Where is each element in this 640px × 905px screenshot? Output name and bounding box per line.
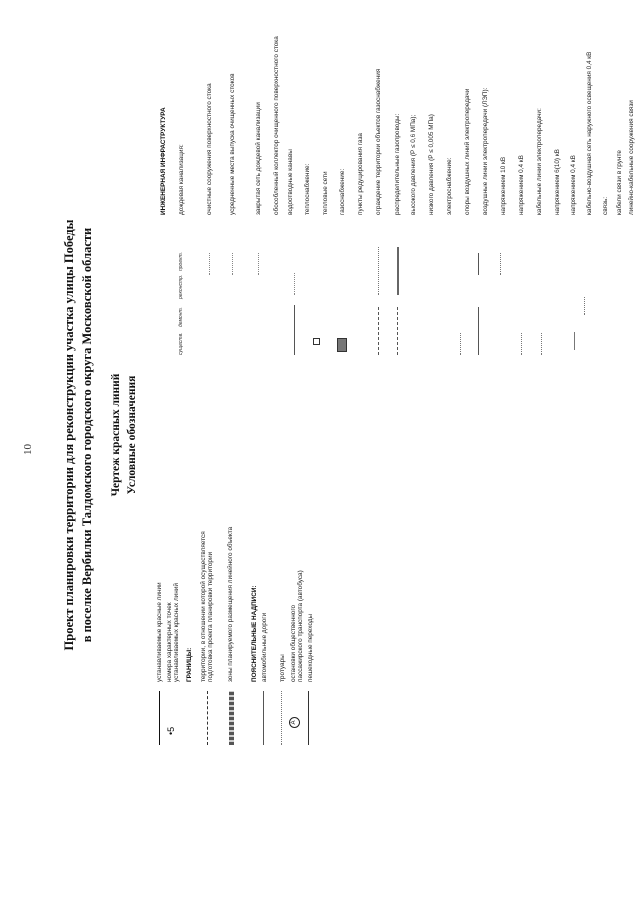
line-symbol	[521, 333, 522, 355]
legend-item: линейно-кабельные сооружения связи	[628, 100, 635, 215]
legend-item: теплоснабжение:	[304, 163, 311, 215]
legend-item: пассажирского транспорта (автобуса)	[297, 570, 304, 682]
line-symbol	[294, 273, 295, 295]
gas-fence-icon	[337, 338, 347, 352]
line-symbol	[574, 332, 575, 350]
legend-item: электроснабжение:	[446, 157, 453, 215]
line-symbol	[460, 333, 461, 355]
legend-item: газоснабжение:	[339, 168, 346, 215]
column-header: существ.	[178, 332, 184, 355]
legend-item: тепловые сети	[322, 171, 329, 215]
legend-item: напряжением 6(10) кВ	[554, 149, 561, 215]
legend-item: подготовка проекта планировки территории	[207, 551, 214, 682]
legend-heading: ИНЖЕНЕРНАЯ ИНФРАСТРУКТУРА	[160, 107, 167, 215]
legend-item: кабели связи в грунте	[616, 150, 623, 215]
legend-item: напряжением 0,4 кВ	[518, 155, 525, 215]
line-symbol	[397, 247, 399, 295]
column-header: проект.	[178, 251, 184, 271]
legend-item: очистные сооружения поверхностного стока	[206, 83, 213, 215]
bus-stop-icon: A	[289, 717, 300, 728]
legend-item: связь:	[602, 196, 609, 215]
line-symbol	[378, 247, 379, 295]
line-symbol	[209, 253, 210, 275]
legend-item: воздушные линии электропередачи (ЛЭП):	[482, 87, 489, 215]
legend-item: низкого давления (P ≤ 0,005 МПа)	[428, 114, 435, 215]
legend-item: тротуары	[279, 654, 286, 682]
legend-item: напряжением 0,4 кВ	[570, 155, 577, 215]
boundary-symbol	[207, 691, 208, 745]
legend-item: высокого давления (P ≤ 0,6 МПа);	[410, 114, 417, 215]
legend-item: устанавливаемые красные линии	[156, 582, 163, 682]
line-symbol	[478, 307, 479, 355]
red-line-symbol	[159, 691, 160, 745]
legend-item: распределительные газопроводы:	[394, 113, 401, 215]
legend-item: пункты редуцирования газа	[357, 133, 364, 215]
legend-item: напряжением 10 кВ	[500, 156, 507, 215]
gas-point-icon	[313, 338, 320, 345]
line-symbol	[258, 253, 259, 275]
legend-item: остановки общественного	[290, 604, 297, 682]
legend-item: кабельно-воздушная сеть наружного освещения 0,4 кВ	[586, 51, 593, 215]
column-header: реконстр.	[178, 274, 184, 299]
legend-item: опоры воздушных линий электропередачи	[464, 88, 471, 215]
legend-item: закрытая сеть дождевой канализации	[255, 102, 262, 215]
title-line-1: Проект планировки территории для реконструкции участка улицы Победы	[62, 219, 76, 651]
legend-title: Условные обозначения	[126, 375, 138, 495]
legend-item: устанавливаемых красных линий	[173, 583, 180, 682]
legend-item: зоны планируемого размещения линейного объекта	[227, 526, 234, 682]
road-symbol	[263, 691, 264, 745]
legend-item: дождевая канализация:	[178, 144, 185, 215]
legend-item: усредненные места выпуска очищенных стоков	[229, 73, 236, 215]
legend-heading: ПОЯСНИТЕЛЬНЫЕ НАДПИСИ:	[251, 585, 258, 682]
line-symbol	[232, 253, 233, 275]
line-symbol	[294, 305, 295, 355]
line-symbol	[584, 297, 585, 315]
legend-heading: ГРАНИЦЫ:	[186, 647, 193, 682]
column-header: демонт.	[178, 307, 184, 327]
legend-item: кабельные линии электропередачи:	[536, 108, 543, 215]
legend-item: водоотводные канавы	[287, 149, 294, 215]
legend-item: номера характерных точек	[166, 602, 173, 682]
drawing-title: Чертеж красных линий	[110, 373, 122, 497]
line-symbol	[500, 253, 501, 275]
legend-item: ограждение территории объектов газоснабжения	[375, 68, 382, 215]
zone-fill-symbol	[229, 691, 234, 745]
legend-item: территории, в отношении которой осуществляется	[200, 531, 207, 682]
sidewalk-symbol	[281, 691, 282, 745]
title-line-2: в поселке Вербилки Талдомского городского округа Московской области	[80, 227, 94, 643]
legend-item: автомобильные дороги	[261, 612, 268, 682]
page-number: 10	[22, 444, 34, 455]
line-symbol	[478, 253, 479, 275]
crosswalk-symbol	[308, 691, 309, 745]
legend-item: пешеходные переходы	[307, 613, 314, 682]
legend-item: обособленный коллектор очищенного поверхностного стока	[273, 36, 280, 215]
line-symbol	[541, 333, 542, 355]
line-symbol	[378, 307, 379, 355]
point-marker: •5	[166, 726, 176, 735]
line-symbol	[397, 307, 398, 355]
